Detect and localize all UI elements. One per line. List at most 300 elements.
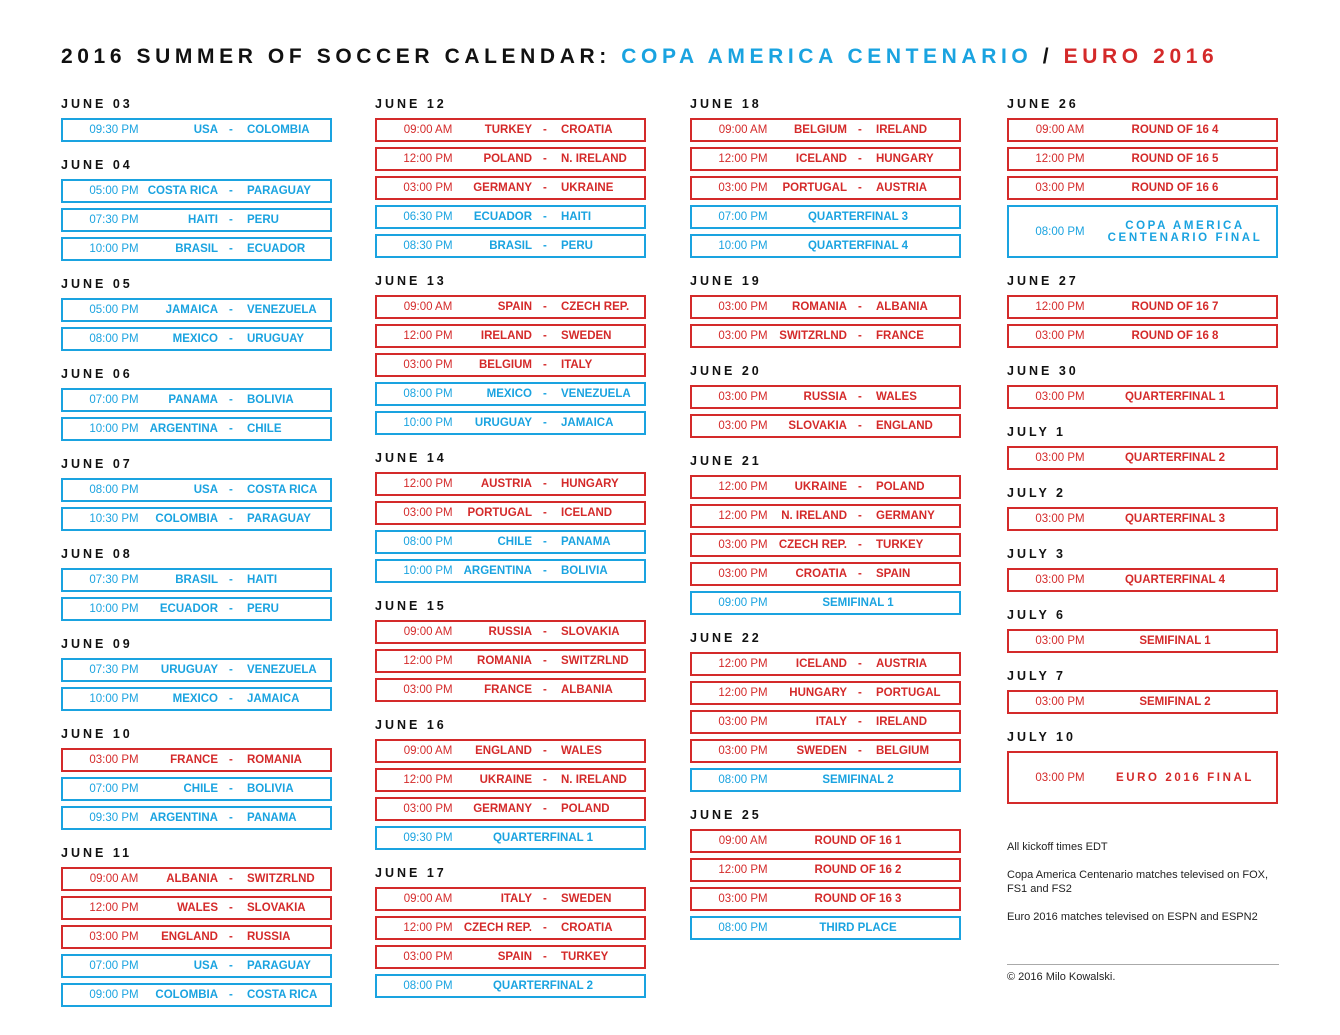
day-header: JUNE 09 [61, 637, 133, 651]
copa-match [690, 591, 961, 615]
away-team: IRELAND [876, 716, 928, 728]
euro-match [690, 118, 961, 142]
versus-dash: - [229, 243, 233, 255]
away-team: ECUADOR [247, 243, 306, 255]
away-team: SLOVAKIA [247, 902, 306, 914]
away-team: ENGLAND [876, 420, 933, 432]
home-team: MEXICO [486, 388, 532, 400]
match-time: 03:00 PM [1035, 391, 1085, 403]
home-team: WALES [177, 902, 218, 914]
euro-match [690, 533, 961, 557]
versus-dash: - [229, 484, 233, 496]
away-team: COSTA RICA [247, 989, 318, 1001]
versus-dash: - [543, 536, 547, 548]
match-time: 08:00 PM [403, 388, 453, 400]
match-label: QUARTERFINAL 2 [1124, 452, 1226, 464]
match-time: 03:00 PM [1035, 771, 1085, 784]
away-team: HAITI [247, 574, 278, 586]
home-team: ARGENTINA [463, 565, 532, 577]
euro-match [690, 710, 961, 734]
day-header: JUNE 26 [1007, 97, 1079, 111]
match-time: 09:00 AM [403, 626, 453, 638]
euro-match [375, 887, 646, 911]
match-time: 09:00 AM [403, 301, 453, 313]
copa-match [375, 411, 646, 435]
home-team: TURKEY [484, 124, 532, 136]
versus-dash: - [229, 185, 233, 197]
title-main: 2016 SUMMER OF SOCCER CALENDAR: [61, 45, 622, 68]
euro-match [1007, 568, 1278, 592]
match-time: 09:30 PM [89, 124, 139, 136]
match-time: 09:00 AM [89, 873, 139, 885]
copa-match [375, 974, 646, 998]
match-time: 09:00 AM [1035, 124, 1085, 136]
away-team: SWEDEN [561, 330, 612, 342]
home-team: ROMANIA [792, 301, 847, 313]
match-time: 09:30 PM [89, 812, 139, 824]
away-team: VENEZUELA [247, 664, 317, 676]
versus-dash: - [858, 716, 862, 728]
day-header: JULY 7 [1007, 669, 1067, 683]
versus-dash: - [229, 603, 233, 615]
versus-dash: - [858, 568, 862, 580]
match-label: ROUND OF 16 7 [1131, 301, 1219, 313]
day-header: JULY 2 [1007, 486, 1067, 500]
match-time: 03:00 PM [1035, 696, 1085, 708]
euro-match [375, 797, 646, 821]
euro-match [690, 887, 961, 911]
away-team: PERU [247, 214, 279, 226]
away-team: CROATIA [561, 124, 613, 136]
away-team: CHILE [247, 423, 282, 435]
euro-match [1007, 118, 1278, 142]
euro-match [375, 501, 646, 525]
match-time: 12:00 PM [403, 922, 453, 934]
versus-dash: - [229, 124, 233, 136]
away-team: PORTUGAL [876, 687, 941, 699]
euro-match [375, 678, 646, 702]
away-team: COSTA RICA [247, 484, 318, 496]
match-time: 03:00 PM [1035, 513, 1085, 525]
euro-match [61, 896, 332, 920]
day-header: JUNE 19 [690, 274, 762, 288]
home-team: USA [193, 960, 218, 972]
match-label: QUARTERFINAL 3 [1124, 513, 1226, 525]
match-time: 10:00 PM [89, 423, 139, 435]
day-header: JUNE 18 [690, 97, 762, 111]
match-label: ROUND OF 16 5 [1131, 153, 1219, 165]
home-team: UKRAINE [479, 774, 532, 786]
versus-dash: - [858, 330, 862, 342]
match-time: 03:00 PM [1035, 330, 1085, 342]
title-separator: / [1032, 45, 1064, 68]
away-team: WALES [876, 391, 917, 403]
away-team: PERU [247, 603, 279, 615]
euro-match [690, 858, 961, 882]
home-team: USA [193, 484, 218, 496]
match-label: EURO 2016 FINAL [1115, 771, 1255, 784]
match-time: 09:00 PM [89, 989, 139, 1001]
away-team: VENEZUELA [561, 388, 631, 400]
schedule-column-4 [1007, 97, 1278, 809]
match-time: 08:00 PM [89, 484, 139, 496]
versus-dash: - [543, 301, 547, 313]
versus-dash: - [229, 214, 233, 226]
home-team: ICELAND [795, 658, 847, 670]
home-team: POLAND [483, 153, 532, 165]
match-time: 12:00 PM [718, 864, 768, 876]
euro-match [375, 147, 646, 171]
euro-match [1007, 507, 1278, 531]
note-euro-tv: Euro 2016 matches televised on ESPN and ESPN2 [1007, 911, 1258, 923]
day-header: JUNE 04 [61, 158, 133, 172]
match-time: 03:00 PM [718, 301, 768, 313]
match-time: 08:00 PM [403, 980, 453, 992]
match-time: 09:00 PM [718, 597, 768, 609]
versus-dash: - [543, 684, 547, 696]
away-team: COLOMBIA [247, 124, 310, 136]
versus-dash: - [858, 510, 862, 522]
versus-dash: - [229, 873, 233, 885]
day-header: JUNE 20 [690, 364, 762, 378]
versus-dash: - [543, 626, 547, 638]
away-team: SWEDEN [561, 893, 612, 905]
match-time: 12:00 PM [403, 655, 453, 667]
versus-dash: - [229, 754, 233, 766]
match-time: 03:00 PM [1035, 574, 1085, 586]
day-header: JUNE 10 [61, 727, 133, 741]
copa-match [61, 327, 332, 351]
day-header: JUNE 11 [61, 846, 133, 860]
home-team: URUGUAY [474, 417, 532, 429]
home-team: IRELAND [480, 330, 532, 342]
copa-match [61, 118, 332, 142]
euro-match [61, 748, 332, 772]
home-team: ENGLAND [475, 745, 532, 757]
euro-match [1007, 629, 1278, 653]
day-header: JUNE 15 [375, 599, 447, 613]
home-team: AUSTRIA [480, 478, 532, 490]
note-copa-tv: Copa America Centenario matches televised on FOX, FS1 and FS2 [1007, 869, 1269, 895]
euro-match [1007, 176, 1278, 200]
versus-dash: - [543, 478, 547, 490]
home-team: ENGLAND [161, 931, 218, 943]
versus-dash: - [858, 391, 862, 403]
home-team: CZECH REP. [463, 922, 532, 934]
match-time: 03:00 PM [718, 893, 768, 905]
match-label: SEMIFINAL 2 [822, 774, 894, 786]
match-time: 12:00 PM [403, 153, 453, 165]
away-team: JAMAICA [247, 693, 300, 705]
match-time: 07:00 PM [89, 783, 139, 795]
home-team: COSTA RICA [147, 185, 218, 197]
home-team: BRASIL [489, 240, 532, 252]
euro-match [690, 652, 961, 676]
copa-match [690, 234, 961, 258]
match-label: ROUND OF 16 8 [1131, 330, 1219, 342]
versus-dash: - [229, 989, 233, 1001]
away-team: IRELAND [876, 124, 928, 136]
match-time: 09:00 AM [718, 124, 768, 136]
match-time: 12:00 PM [1035, 153, 1085, 165]
home-team: N. IRELAND [781, 510, 847, 522]
away-team: TURKEY [876, 539, 924, 551]
home-team: SWITZRLND [779, 330, 847, 342]
away-team: BOLIVIA [247, 394, 294, 406]
match-label: QUARTERFINAL 1 [492, 832, 594, 844]
match-time: 12:00 PM [1035, 301, 1085, 313]
away-team: PERU [561, 240, 593, 252]
away-team: POLAND [876, 481, 925, 493]
home-team: PORTUGAL [782, 182, 847, 194]
day-header: JUNE 27 [1007, 274, 1079, 288]
copa-match [375, 205, 646, 229]
match-time: 03:00 PM [718, 716, 768, 728]
versus-dash: - [543, 565, 547, 577]
day-header: JUNE 07 [61, 457, 133, 471]
home-team: SWEDEN [796, 745, 847, 757]
day-header: JULY 10 [1007, 730, 1076, 744]
versus-dash: - [229, 304, 233, 316]
match-time: 03:00 PM [403, 803, 453, 815]
euro-match [1007, 690, 1278, 714]
versus-dash: - [229, 423, 233, 435]
versus-dash: - [543, 240, 547, 252]
match-time: 12:00 PM [718, 687, 768, 699]
match-time: 12:00 PM [718, 481, 768, 493]
home-team: FRANCE [170, 754, 218, 766]
match-label: ROUND OF 16 6 [1131, 182, 1219, 194]
away-team: BELGIUM [876, 745, 930, 757]
match-time: 09:00 AM [403, 745, 453, 757]
day-header: JUNE 16 [375, 718, 447, 732]
copa-match [61, 568, 332, 592]
divider [1007, 964, 1279, 965]
away-team: PARAGUAY [247, 185, 311, 197]
match-time: 12:00 PM [403, 774, 453, 786]
match-label: QUARTERFINAL 4 [1124, 574, 1226, 586]
versus-dash: - [858, 301, 862, 313]
match-time: 10:00 PM [89, 243, 139, 255]
away-team: POLAND [561, 803, 610, 815]
versus-dash: - [543, 745, 547, 757]
euro-match [375, 739, 646, 763]
versus-dash: - [229, 931, 233, 943]
match-time: 12:00 PM [718, 510, 768, 522]
match-time: 09:00 AM [403, 893, 453, 905]
home-team: RUSSIA [803, 391, 847, 403]
home-team: HUNGARY [789, 687, 847, 699]
copa-match [61, 687, 332, 711]
match-time: 12:00 PM [718, 658, 768, 670]
versus-dash: - [543, 893, 547, 905]
home-team: FRANCE [484, 684, 532, 696]
match-label: ROUND OF 16 2 [814, 864, 902, 876]
match-time: 09:00 AM [718, 835, 768, 847]
away-team: GERMANY [876, 510, 935, 522]
versus-dash: - [229, 664, 233, 676]
versus-dash: - [858, 658, 862, 670]
versus-dash: - [229, 574, 233, 586]
match-label: ROUND OF 16 3 [814, 893, 902, 905]
match-time: 03:00 PM [403, 182, 453, 194]
match-time: 12:00 PM [403, 330, 453, 342]
home-team: ITALY [500, 893, 532, 905]
match-time: 07:30 PM [89, 664, 139, 676]
versus-dash: - [229, 783, 233, 795]
day-header: JUNE 05 [61, 277, 133, 291]
euro-match [375, 353, 646, 377]
copa-match [61, 507, 332, 531]
match-label: QUARTERFINAL 3 [807, 211, 909, 223]
away-team: WALES [561, 745, 602, 757]
match-label: SEMIFINAL 2 [1139, 696, 1211, 708]
copa-match [1007, 205, 1278, 258]
home-team: BELGIUM [478, 359, 532, 371]
home-team: ARGENTINA [149, 812, 218, 824]
match-time: 03:00 PM [718, 182, 768, 194]
euro-match [375, 295, 646, 319]
home-team: GERMANY [473, 803, 532, 815]
versus-dash: - [229, 333, 233, 345]
versus-dash: - [858, 745, 862, 757]
away-team: ALBANIA [876, 301, 928, 313]
match-time: 08:00 PM [403, 536, 453, 548]
copa-match [61, 777, 332, 801]
home-team: PORTUGAL [467, 507, 532, 519]
match-time: 03:00 PM [403, 951, 453, 963]
euro-match [375, 649, 646, 673]
versus-dash: - [543, 951, 547, 963]
match-time: 08:00 PM [718, 922, 768, 934]
away-team: ALBANIA [561, 684, 613, 696]
home-team: CHILE [497, 536, 532, 548]
euro-match [1007, 147, 1278, 171]
euro-match [690, 147, 961, 171]
home-team: CROATIA [795, 568, 847, 580]
euro-match [1007, 751, 1278, 804]
copa-match [61, 237, 332, 261]
home-team: COLOMBIA [155, 989, 218, 1001]
euro-match [690, 475, 961, 499]
copa-match [61, 806, 332, 830]
home-team: SPAIN [497, 301, 532, 313]
euro-match [1007, 324, 1278, 348]
home-team: JAMAICA [165, 304, 218, 316]
away-team: N. IRELAND [561, 774, 627, 786]
copa-match [61, 298, 332, 322]
versus-dash: - [229, 394, 233, 406]
away-team: SWITZRLND [561, 655, 629, 667]
away-team: CROATIA [561, 922, 613, 934]
versus-dash: - [858, 182, 862, 194]
copa-match [690, 768, 961, 792]
euro-match [375, 620, 646, 644]
versus-dash: - [858, 539, 862, 551]
day-header: JUNE 17 [375, 866, 447, 880]
copa-match [375, 826, 646, 850]
match-time: 12:00 PM [89, 902, 139, 914]
match-label: SEMIFINAL 1 [822, 597, 894, 609]
euro-match [690, 681, 961, 705]
home-team: GERMANY [473, 182, 532, 194]
home-team: USA [193, 124, 218, 136]
versus-dash: - [543, 330, 547, 342]
match-time: 05:00 PM [89, 185, 139, 197]
copa-match [375, 559, 646, 583]
copa-match [61, 388, 332, 412]
match-label: QUARTERFINAL 2 [492, 980, 594, 992]
versus-dash: - [229, 960, 233, 972]
away-team: SWITZRLND [247, 873, 315, 885]
match-time: 10:00 PM [403, 565, 453, 577]
match-time: 03:00 PM [718, 539, 768, 551]
home-team: ECUADOR [159, 603, 218, 615]
match-time: 03:00 PM [718, 420, 768, 432]
euro-match [375, 945, 646, 969]
euro-match [690, 829, 961, 853]
away-team: PARAGUAY [247, 513, 311, 525]
home-team: COLOMBIA [155, 513, 218, 525]
day-header: JUNE 06 [61, 367, 133, 381]
schedule-column-2 [375, 97, 646, 1003]
copyright: © 2016 Milo Kowalski. [1007, 971, 1116, 983]
versus-dash: - [543, 124, 547, 136]
away-team: AUSTRIA [876, 658, 928, 670]
euro-match [1007, 385, 1278, 409]
match-time: 10:30 PM [89, 513, 139, 525]
match-time: 03:00 PM [403, 684, 453, 696]
day-header: JUNE 08 [61, 547, 133, 561]
away-team: VENEZUELA [247, 304, 317, 316]
day-header: JULY 3 [1007, 547, 1067, 561]
home-team: PANAMA [168, 394, 218, 406]
away-team: HUNGARY [561, 478, 619, 490]
notes [1007, 840, 1279, 938]
home-team: RUSSIA [488, 626, 532, 638]
match-label: QUARTERFINAL 1 [1124, 391, 1226, 403]
title-euro: EURO 2016 [1063, 45, 1219, 68]
euro-match [375, 176, 646, 200]
match-time: 08:30 PM [403, 240, 453, 252]
title-copa: COPA AMERICA CENTENARIO [621, 45, 1033, 68]
versus-dash: - [543, 417, 547, 429]
away-team: ITALY [561, 359, 593, 371]
schedule-column-1 [61, 97, 332, 1012]
match-time: 07:00 PM [89, 960, 139, 972]
euro-match [61, 867, 332, 891]
match-label: SEMIFINAL 1 [1139, 635, 1211, 647]
away-team: ICELAND [561, 507, 613, 519]
copa-match [375, 530, 646, 554]
match-time: 03:00 PM [1035, 635, 1085, 647]
day-header: JUNE 22 [690, 631, 762, 645]
away-team: BOLIVIA [247, 783, 294, 795]
match-time: 03:00 PM [1035, 452, 1085, 464]
match-time: 03:00 PM [1035, 182, 1085, 194]
match-time: 03:00 PM [89, 931, 139, 943]
versus-dash: - [543, 803, 547, 815]
versus-dash: - [543, 153, 547, 165]
day-header: JUNE 21 [690, 454, 762, 468]
copa-match [61, 417, 332, 441]
away-team: URUGUAY [247, 333, 305, 345]
versus-dash: - [858, 481, 862, 493]
home-team: ECUADOR [473, 211, 532, 223]
home-team: URUGUAY [160, 664, 218, 676]
match-time: 10:00 PM [89, 603, 139, 615]
away-team: ROMANIA [247, 754, 302, 766]
